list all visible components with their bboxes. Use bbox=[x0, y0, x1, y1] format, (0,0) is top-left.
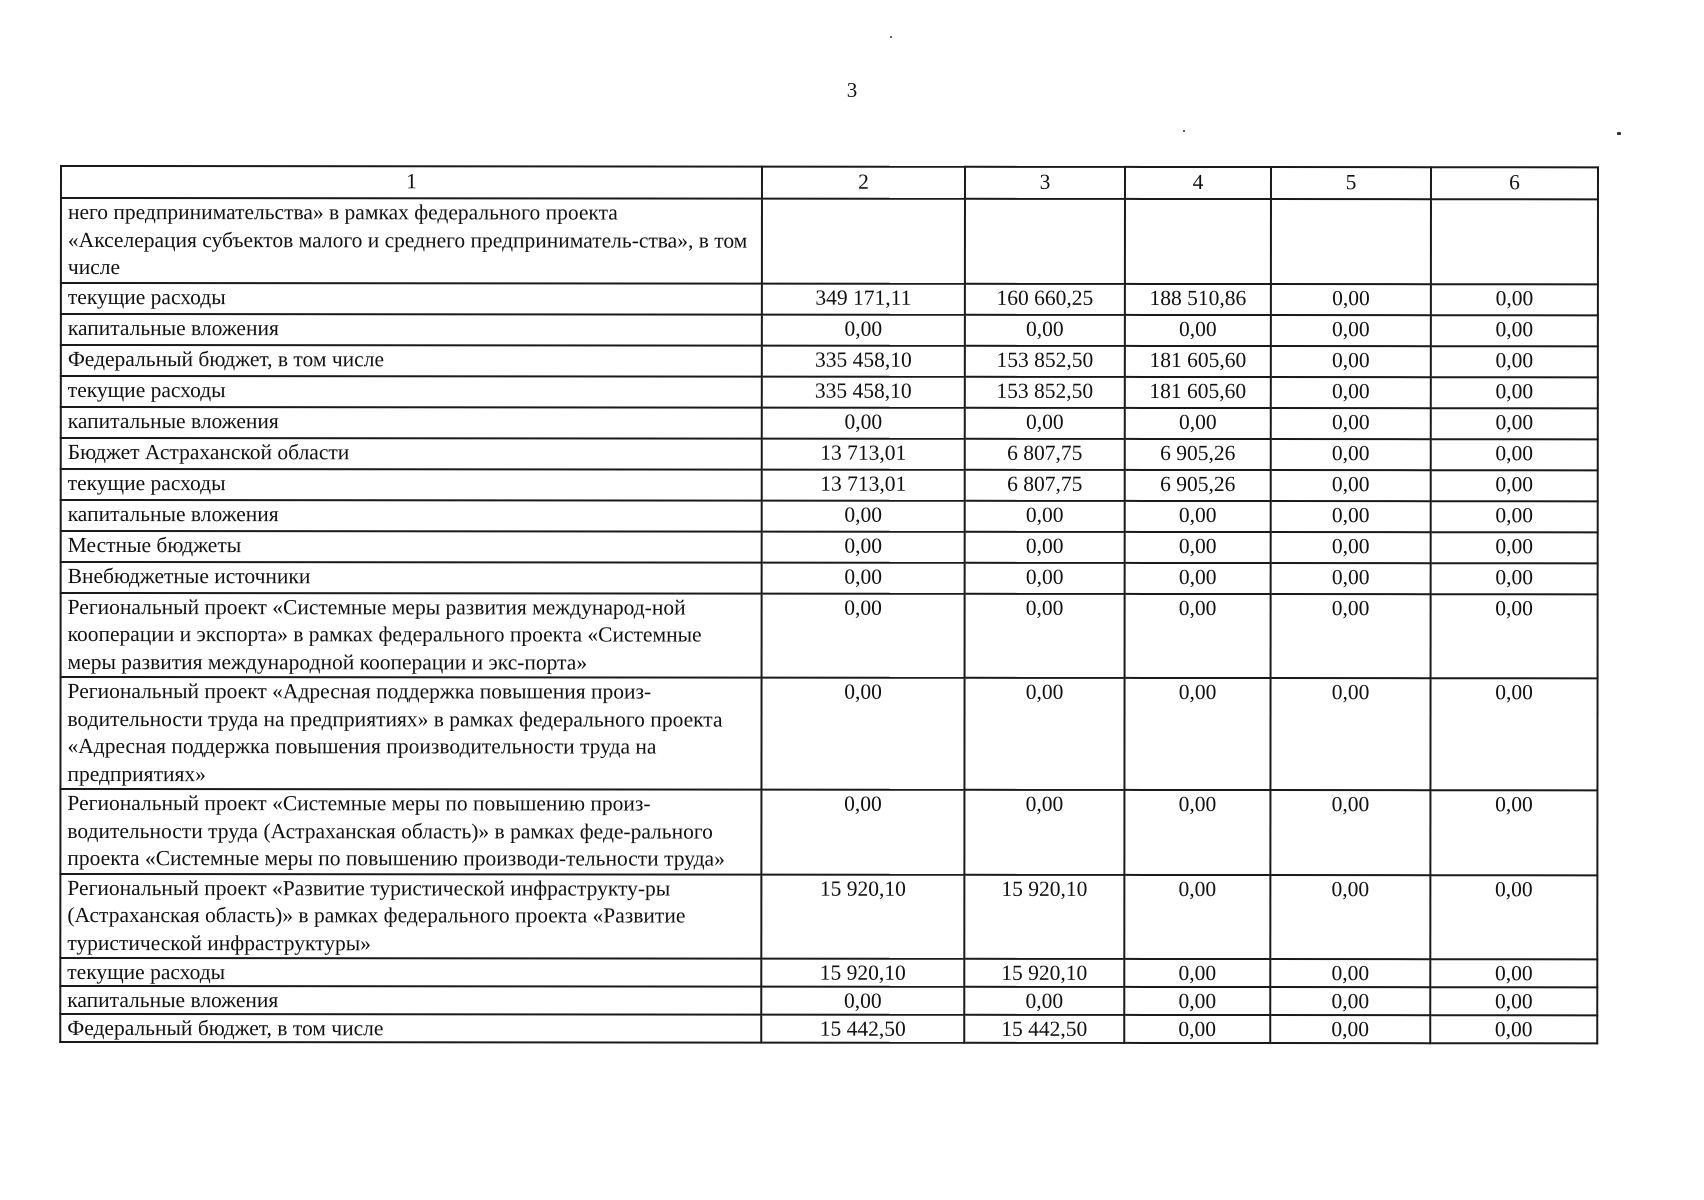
cell-value: 181 605,60 bbox=[1125, 376, 1271, 407]
table-row bbox=[61, 438, 1598, 470]
cell-value: 0,00 bbox=[1124, 790, 1270, 875]
row-label: Региональный проект «Развитие туристической инфраструкту-ры (Астраханская область)» в рамках федерального проекта «Развитие туристической инфраструктуры» bbox=[60, 874, 761, 959]
cell-value: 15 920,10 bbox=[761, 959, 964, 987]
cell-value: 0,00 bbox=[761, 987, 964, 1015]
cell-value: 188 510,86 bbox=[1125, 283, 1271, 314]
row-label: Местные бюджеты bbox=[61, 531, 762, 563]
cell-value: 0,00 bbox=[762, 562, 965, 593]
cell-value bbox=[965, 199, 1125, 284]
cell-value: 0,00 bbox=[762, 531, 965, 562]
table-row bbox=[60, 874, 1597, 960]
cell-value: 0,00 bbox=[1124, 678, 1270, 790]
page-number: 3 bbox=[846, 78, 858, 102]
cell-value: 15 442,50 bbox=[761, 1015, 964, 1043]
cell-value: 0,00 bbox=[1430, 987, 1597, 1015]
table-row bbox=[61, 562, 1598, 594]
cell-value: 0,00 bbox=[762, 407, 965, 438]
row-label: Бюджет Астраханской области bbox=[61, 438, 762, 470]
cell-value: 6 905,26 bbox=[1125, 438, 1271, 469]
cell-value: 0,00 bbox=[1431, 470, 1598, 501]
cell-value: 0,00 bbox=[1430, 959, 1597, 987]
row-label: капитальные вложения bbox=[60, 986, 761, 1015]
column-header: 4 bbox=[1125, 167, 1271, 199]
cell-value: 0,00 bbox=[1270, 678, 1430, 790]
cell-value: 0,00 bbox=[1270, 987, 1430, 1015]
cell-value: 0,00 bbox=[1271, 284, 1431, 315]
cell-value: 0,00 bbox=[1271, 594, 1431, 679]
cell-value: 0,00 bbox=[1124, 959, 1270, 987]
cell-value: 0,00 bbox=[1430, 1015, 1597, 1043]
cell-value: 0,00 bbox=[1271, 346, 1431, 377]
cell-value: 0,00 bbox=[1431, 377, 1598, 408]
row-label: Федеральный бюджет, в том числе bbox=[60, 1014, 761, 1043]
cell-value: 153 852,50 bbox=[965, 345, 1125, 376]
table-row bbox=[61, 198, 1598, 284]
table-row bbox=[60, 958, 1597, 987]
cell-value: 335 458,10 bbox=[762, 345, 965, 376]
cell-value: 153 852,50 bbox=[965, 376, 1125, 407]
table-row bbox=[61, 500, 1598, 532]
column-number-header-row bbox=[61, 166, 1598, 199]
scan-speck bbox=[1617, 132, 1621, 135]
cell-value: 0,00 bbox=[1431, 408, 1598, 439]
column-header: 1 bbox=[61, 166, 762, 199]
cell-value: 0,00 bbox=[1125, 314, 1271, 345]
cell-value: 13 713,01 bbox=[762, 469, 965, 500]
column-header: 5 bbox=[1271, 167, 1431, 199]
row-label: Региональный проект «Системные меры по повышению произ-водительности труда (Астраханская область)» в рамках феде-рального проекта «Системные меры по повышению производи-тельности труда» bbox=[60, 789, 761, 874]
cell-value: 0,00 bbox=[1125, 562, 1271, 593]
cell-value: 0,00 bbox=[965, 500, 1125, 531]
cell-value: 181 605,60 bbox=[1125, 345, 1271, 376]
table-row bbox=[61, 314, 1598, 346]
cell-value: 0,00 bbox=[965, 562, 1125, 593]
row-label: капитальные вложения bbox=[61, 500, 762, 532]
table-row bbox=[61, 376, 1598, 408]
cell-value: 0,00 bbox=[1270, 790, 1430, 875]
cell-value: 0,00 bbox=[1431, 439, 1598, 470]
cell-value: 0,00 bbox=[1431, 346, 1598, 377]
cell-value: 0,00 bbox=[1270, 959, 1430, 987]
scan-speck bbox=[890, 36, 892, 38]
cell-value: 0,00 bbox=[1125, 593, 1271, 678]
table-row bbox=[61, 407, 1598, 439]
cell-value: 0,00 bbox=[1271, 408, 1431, 439]
cell-value: 0,00 bbox=[1431, 284, 1598, 315]
cell-value: 13 713,01 bbox=[762, 438, 965, 469]
cell-value: 0,00 bbox=[1271, 315, 1431, 346]
table-row bbox=[61, 531, 1598, 563]
cell-value: 0,00 bbox=[1125, 407, 1271, 438]
cell-value: 0,00 bbox=[1271, 501, 1431, 532]
cell-value: 335 458,10 bbox=[762, 376, 965, 407]
cell-value: 0,00 bbox=[1431, 563, 1598, 594]
cell-value: 0,00 bbox=[1271, 439, 1431, 470]
cell-value: 0,00 bbox=[761, 790, 964, 875]
cell-value: 0,00 bbox=[965, 407, 1125, 438]
cell-value: 0,00 bbox=[1430, 678, 1597, 790]
column-header: 2 bbox=[762, 167, 965, 199]
cell-value: 0,00 bbox=[1431, 501, 1598, 532]
row-label: текущие расходы bbox=[61, 283, 762, 315]
cell-value: 0,00 bbox=[1431, 532, 1598, 563]
cell-value: 0,00 bbox=[1431, 594, 1598, 679]
cell-value: 0,00 bbox=[762, 500, 965, 531]
cell-value: 15 920,10 bbox=[761, 874, 964, 959]
table-row bbox=[61, 593, 1598, 679]
cell-value: 0,00 bbox=[762, 593, 965, 678]
cell-value: 0,00 bbox=[965, 314, 1125, 345]
row-label: Федеральный бюджет, в том числе bbox=[61, 345, 762, 377]
cell-value: 15 920,10 bbox=[964, 874, 1124, 959]
cell-value: 0,00 bbox=[1430, 790, 1597, 875]
table-row bbox=[60, 677, 1597, 790]
row-label: капитальные вложения bbox=[61, 314, 762, 346]
cell-value: 0,00 bbox=[1124, 1015, 1270, 1043]
row-label: капитальные вложения bbox=[61, 407, 762, 439]
cell-value: 6 807,75 bbox=[965, 438, 1125, 469]
column-header: 6 bbox=[1431, 167, 1598, 199]
row-label: Региональный проект «Системные меры развития международ-ной кооперации и экспорта» в рамках федерального проекта «Системные меры развития международной кооперации и экс-порта» bbox=[61, 593, 762, 678]
cell-value: 0,00 bbox=[1271, 470, 1431, 501]
cell-value: 0,00 bbox=[965, 593, 1125, 678]
row-label: него предпринимательства» в рамках федерального проекта «Акселерация субъектов малого и среднего предприниматель-ства», в том числе bbox=[61, 198, 762, 283]
table-row bbox=[60, 1014, 1597, 1043]
cell-value: 0,00 bbox=[761, 678, 964, 790]
table-row bbox=[61, 345, 1598, 377]
cell-value bbox=[1431, 199, 1598, 284]
cell-value: 0,00 bbox=[964, 678, 1124, 790]
cell-value: 0,00 bbox=[1271, 377, 1431, 408]
column-header: 3 bbox=[965, 167, 1125, 199]
cell-value bbox=[1125, 199, 1271, 284]
cell-value: 160 660,25 bbox=[965, 283, 1125, 314]
table-row bbox=[61, 283, 1598, 315]
cell-value: 0,00 bbox=[965, 531, 1125, 562]
cell-value: 0,00 bbox=[964, 987, 1124, 1015]
cell-value: 0,00 bbox=[1431, 315, 1598, 346]
scan-speck bbox=[1183, 130, 1185, 132]
cell-value: 0,00 bbox=[1124, 874, 1270, 959]
table-row bbox=[60, 789, 1597, 875]
cell-value: 349 171,11 bbox=[762, 283, 965, 314]
cell-value: 0,00 bbox=[1125, 531, 1271, 562]
cell-value: 0,00 bbox=[1270, 1015, 1430, 1043]
row-label: Региональный проект «Адресная поддержка повышения произ-водительности труда на предприятиях» в рамках федерального проекта «Адресная поддержка повышения производительности труда на предприятиях» bbox=[60, 677, 761, 790]
table-row bbox=[60, 986, 1597, 1015]
cell-value: 0,00 bbox=[1271, 532, 1431, 563]
cell-value: 0,00 bbox=[1124, 987, 1270, 1015]
cell-value: 0,00 bbox=[1271, 563, 1431, 594]
cell-value: 15 442,50 bbox=[964, 1015, 1124, 1043]
cell-value bbox=[762, 199, 965, 284]
cell-value: 0,00 bbox=[964, 790, 1124, 875]
cell-value: 6 905,26 bbox=[1125, 469, 1271, 500]
row-label: Внебюджетные источники bbox=[61, 562, 762, 594]
cell-value: 0,00 bbox=[1270, 875, 1430, 960]
cell-value: 0,00 bbox=[762, 314, 965, 345]
row-label: текущие расходы bbox=[60, 958, 761, 987]
cell-value bbox=[1271, 199, 1431, 284]
row-label: текущие расходы bbox=[61, 469, 762, 501]
cell-value: 15 920,10 bbox=[964, 959, 1124, 987]
cell-value: 0,00 bbox=[1125, 500, 1271, 531]
cell-value: 0,00 bbox=[1430, 875, 1597, 960]
table-row bbox=[61, 469, 1598, 501]
row-label: текущие расходы bbox=[61, 376, 762, 408]
budget-table bbox=[59, 165, 1599, 1044]
cell-value: 6 807,75 bbox=[965, 469, 1125, 500]
